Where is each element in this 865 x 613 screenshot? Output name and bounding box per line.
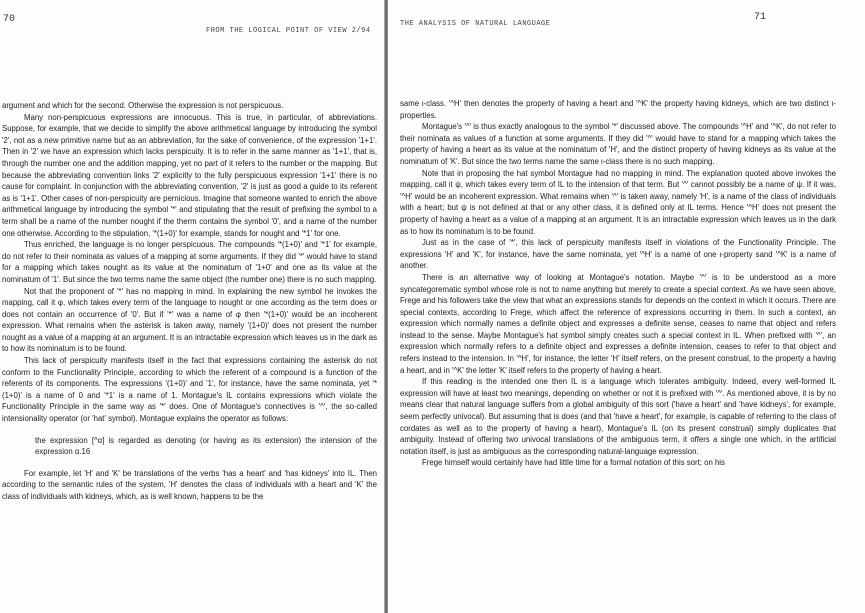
paragraph: If this reading is the intended one then IL is a language which tolerates ambiguity. Indeed, every well-formed IL expression will have at least two meanings, depending on whether or not it is prefixed with '^'. As mentioned above, it is by no means clear that natural language suffers from a global ambiguity of this sort ('have a heart' and 'have kidneys', for example, seem perfectly univocal). But assuming that is does (and that 'have a heart', for example, is capable of referring to the class of cordates as well as to the property of having a heart), Montague's IL (on its present construal) simply duplicates that ambiguity. Instead of offering two univocal translations of the ambiguous term, it offers a single one which, in the artificial notation itself, is just as ambiguous as the corresponding natural-language expression. — [400, 377, 836, 456]
right-page — [388, 0, 865, 613]
paragraph: This lack of perspicuity manifests itself in the fact that expressions containing the asterisk do not conform to the Functionality Principle, according to which the referent of a compound is a function of the referents of its components. The expressions '(1+0)' and '1', for instance, have the same nominata, yet '*(1+0)' is a name of 0 and '*1' is a name of 1. Montague's IL contains expressions which violate the Functionality Principle in the same way as '*' does. One of Montague's connectives is '^', the so-called intensionality operator (or 'hat' symbol). Montague explains the operator as follows: — [2, 356, 377, 424]
paragraph: There is an alternative way of looking at Montague's notation. Maybe '^' is to be understood as a more syncategorematic symbol whose role is not to name anything but merely to create a special context. As we have seen above, Frege and his followers take the view that what an expressions stands for depends on the context in which it occurs. There are special contexts, according to Frege, which affect the reference of expressions occurring in them. In such a context, an expression which normally names a definite object and expresses a definite sense, ceases to name that object and refers instead to the sense. Maybe Montague's hat symbol simply creates such a special context in IL. When prefixed with '^', an expression which normally refers to a definite object and expresses a definite intension, ceases to refer to that object and refers instead to the intension. In '^H', for instance, the letter 'H' itself refers, on the present construal, to the property a having a heart, and in '^K' the letter 'K' itself refers to the property of having a heart. — [400, 272, 836, 375]
right-body-text — [400, 98, 836, 469]
paragraph: Not that the proponent of '*' has no mapping in mind. In explaining the new symbol he invokes the mapping, call it φ, which takes every term of the language to nought or one according as the term does or does not contain an occurrence of '0'. But if '*' was a name of φ then '*(1+0)' would be an incoherent expression. What remains when the asterisk is taken away, namely '(1+0)' does not present the number nought as a value of a mapping at an argument. It is an intractable expression which leaves us in the dark as to how its nominatum is to be found. — [2, 286, 377, 354]
paragraph: For example, let 'H' and 'K' be translations of the verbs 'has a heart' and 'has kidneys' into IL. Then according to the semantic rules of the system, 'H' denotes the class of individuals with a heart and 'K' the class of individuals with kidneys, which, as is well known, happens to be the — [2, 468, 377, 501]
left-page — [0, 0, 386, 613]
paragraph: argument and which for the second. Otherwise the expression is not perspicuous. — [2, 101, 284, 110]
left-running-head: FROM THE LOGICAL POINT OF VIEW 2/94 — [206, 27, 371, 35]
paragraph: Note that in proposing the hat symbol Montague had no mapping in mind. The explanation quoted above invokes the mapping, call it ψ, which takes every term of IL to the intension of that term. But '^' cannot possibly be a name of ψ. If it was, '^H' would be an incoherent expression. What remains when '^' is taken away, namely 'H', is a name of the class of individuals with a heart; but ψ is not defined at that or any other class, it is defined only at IL terms. Hence '^H' does not present the property of having a heart as a value of a mapping at an argument. It is an intractable expression which leaves us in the dark as to how its nominatum is to be found. — [400, 168, 836, 236]
right-page-number: 71 — [754, 12, 767, 23]
paragraph: Frege himself would certainly have had little time for a formal notation of this sort; on his — [422, 458, 725, 468]
paragraph: same ι-class. '^H' then denotes the property of having a heart and '^K' the property having kidneys, which are two distinct ι-properties. — [400, 99, 836, 120]
block-quote: the expression [^α] is regarded as denoting (or having as its extension) the intension of the expression α.16 — [35, 435, 377, 457]
paragraph: Many non-perspicuous expressions are innocuous. This is true, in particular, of abbreviations. Suppose, for example, that we decide to simplify the above arithmetical language by introducing the symbol '2', not as a new primitive name but as an abbreviation, for the sake of convenience, of the expression '1+1'. Then in '2' we have an expression which lacks perspicuity. It is to refer in the same manner as '1+1', that is, through the number one and the addition mapping, yet no part of it refers to the number or the mapping. But because the abbreviating convention links '2' explicitly to the fully perspicuous expression '1+1' there is no cause for complaint. In conjunction with the abbreviating convention, '2' is just as good a guide to its referent as is '1+1'. Other cases of non-perspicuity are pernicious. Imagine that someone wanted to enrich the above arithmetical language by introducing the symbol '*' and stipulating that the result of prefixing the symbol to a term shall be a name of the number nought if the therm contains the symbol '0', and a name of the number one otherwise. According to the stipulation, '*(1+0)' for example, stands for nought and '*1' for one. — [2, 112, 377, 238]
left-page-number: 70 — [3, 14, 16, 25]
right-running-head: THE ANALYSIS OF NATURAL LANGUAGE — [400, 20, 551, 28]
paragraph: Just as in the case of '*', this lack of perspicuity manifests itself in violations of the Functionality Principle. The expressions 'H' and 'K', for instance, have the same nominata, yet '^H' is a name of one ι-property sand '^K' is a name of another. — [400, 238, 836, 271]
left-body-text — [2, 100, 377, 503]
paragraph: Montague's '^' is thus exactly analogous to the symbol '*' discussed above. The compounds '^H' and '^K', do not refer to their nominata as values of a function at some arguments. If they did '^' would have to stand for a mapping which takes the property of having a heart as its value at the nominatum of 'H', and the distinct property of having kidneys as its value at the nominatum of 'K'. But since the two terms name the same ι-class there is no such mapping. — [400, 122, 836, 166]
paragraph: Thus enriched, the language is no longer perspicuous. The compounds '*(1+0)' and '*1' for example, do not refer to their nominata as values of a mapping at some arguments. If they did '*' would have to stand for a mapping which takes nought as its value at the nominatum of '1+0' and one as its value at the nominatum of '1'. But since the two terms name the same object (the number one) there is no such mapping. — [2, 240, 377, 284]
